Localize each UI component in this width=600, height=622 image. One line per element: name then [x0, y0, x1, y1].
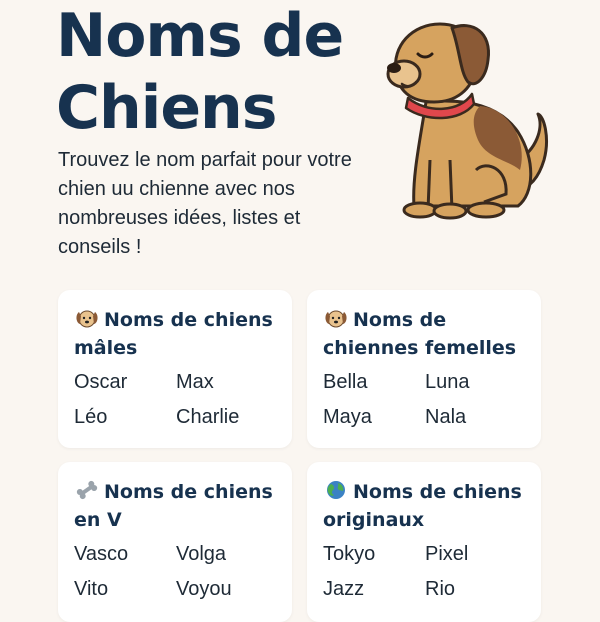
card-v-dog-names[interactable]: [58, 462, 292, 622]
name-item[interactable]: Voyou: [176, 578, 232, 600]
name-item[interactable]: Oscar: [74, 371, 128, 393]
card-title-row: [74, 478, 282, 534]
name-item[interactable]: Vito: [74, 578, 109, 600]
names-grid: [323, 370, 527, 429]
name-item[interactable]: Tokyo: [323, 543, 376, 565]
names-grid: [74, 370, 278, 429]
card-title: Noms de chiennes femelles: [323, 309, 517, 359]
page-title: [56, 0, 343, 144]
name-item[interactable]: Charlie: [176, 406, 240, 428]
card-title-row: [323, 478, 531, 534]
name-item[interactable]: Max: [176, 371, 214, 393]
dog-face-icon: [323, 307, 349, 329]
name-item[interactable]: Maya: [323, 406, 372, 428]
dog-illustration: [368, 10, 558, 225]
card-title: Noms de chiens mâles: [74, 309, 273, 359]
card-title: Noms de chiens originaux: [323, 481, 522, 531]
name-item[interactable]: Vasco: [74, 543, 129, 565]
page-title-line-1: Noms de: [56, 1, 344, 71]
card-male-dog-names[interactable]: [58, 290, 292, 448]
name-item[interactable]: Bella: [323, 371, 368, 393]
name-item[interactable]: Rio: [425, 578, 456, 600]
names-grid: [323, 542, 527, 601]
name-item[interactable]: Volga: [176, 543, 227, 565]
globe-icon: [323, 479, 349, 501]
name-item[interactable]: Luna: [425, 371, 470, 393]
card-title-row: [323, 306, 531, 362]
name-item[interactable]: Léo: [74, 406, 108, 428]
name-item[interactable]: Jazz: [323, 578, 365, 600]
card-title: Noms de chiens en V: [74, 481, 273, 531]
card-female-dog-names[interactable]: [307, 290, 541, 448]
card-title-row: [74, 306, 282, 362]
name-item[interactable]: Pixel: [425, 543, 469, 565]
names-grid: [74, 542, 278, 601]
intro-text: Trouvez le nom parfait pour votre chien uu chienne avec nos nombreuses idées, listes et conseils !: [58, 149, 352, 258]
card-original-dog-names[interactable]: [307, 462, 541, 622]
name-item[interactable]: Nala: [425, 406, 467, 428]
bone-icon: [74, 479, 100, 501]
dog-face-icon: [74, 307, 100, 329]
page-title-line-2: Chiens: [56, 73, 277, 143]
